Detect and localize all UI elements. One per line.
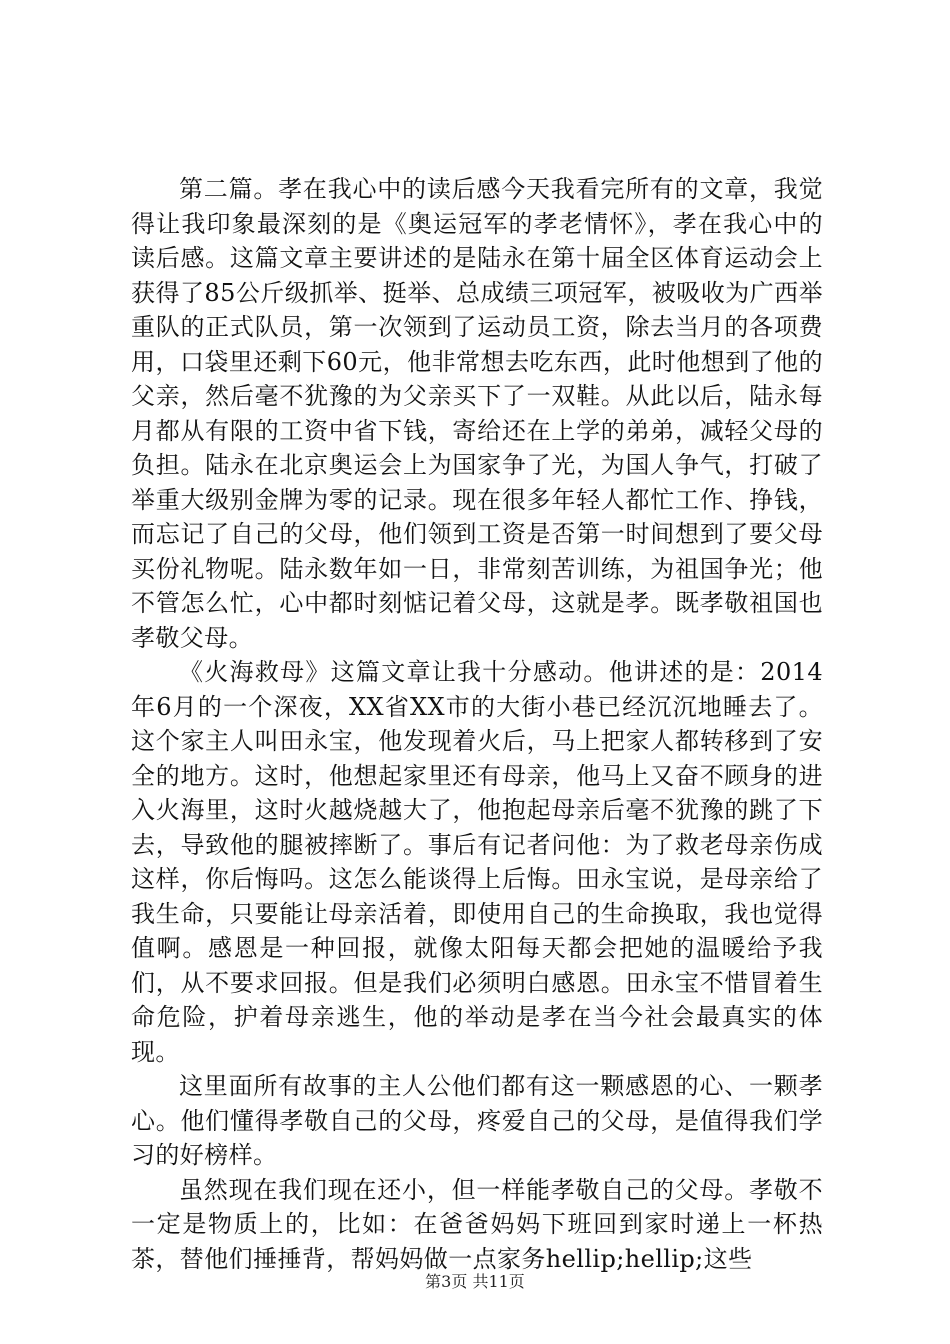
paragraph-4: 虽然现在我们现在还小，但一样能孝敬自己的父母。孝敬不一定是物质上的，比如：在爸爸妈妈下班回到家时递上一杯热茶，替他们捶捶背，帮妈妈做一点家务hellip;hellip;这些	[131, 1175, 823, 1273]
paragraph-2: 《火海救母》这篇文章让我十分感动。他讲述的是：2014年6月的一个深夜，XX省XX市的大街小巷已经沉沉地睡去了。这个家主人叫田永宝，他发现着火后，马上把家人都转移到了安全的地方。这时，他想起家里还有母亲，他马上又奋不顾身的进入火海里，这时火越烧越大了，他抱起母亲后毫不犹豫的跳了下去，导致他的腿被摔断了。事后有记者问他：为了救老母亲伤成这样，你后悔吗。这怎么能谈得上后悔。田永宝说，是母亲给了我生命，只要能让母亲活着，即使用自己的生命换取，我也觉得值啊。感恩是一种回报，就像太阳每天都会把她的温暖给予我们，从不要求回报。但是我们必须明白感恩。田永宝不惜冒着生命危险，护着母亲逃生，他的举动是孝在当今社会最真实的体现。	[131, 658, 823, 1066]
paragraph-1: 第二篇。孝在我心中的读后感今天我看完所有的文章，我觉得让我印象最深刻的是《奥运冠军的孝老情怀》，孝在我心中的读后感。这篇文章主要讲述的是陆永在第十届全区体育运动会上获得了85公斤级抓举、挺举、总成绩三项冠军，被吸收为广西举重队的正式队员，第一次领到了运动员工资，除去当月的各项费用，口袋里还剩下60元，他非常想去吃东西，此时他想到了他的父亲，然后毫不犹豫的为父亲买下了一双鞋。从此以后，陆永每月都从有限的工资中省下钱，寄给还在上学的弟弟，减轻父母的负担。陆永在北京奥运会上为国家争了光，为国人争气，打破了举重大级别金牌为零的记录。现在很多年轻人都忙工作、挣钱，而忘记了自己的父母，他们领到工资是否第一时间想到了要父母买份礼物呢。陆永数年如一日，非常刻苦训练，为祖国争光；他不管怎么忙，心中都时刻惦记着父母，这就是孝。既孝敬祖国也孝敬父母。	[131, 175, 823, 652]
body-text	[131, 172, 823, 1276]
page-number-footer: 第3页 共11页	[425, 1272, 525, 1291]
paragraph-3: 这里面所有故事的主人公他们都有这一颗感恩的心、一颗孝心。他们懂得孝敬自己的父母，疼爱自己的父母，是值得我们学习的好榜样。	[131, 1072, 823, 1169]
